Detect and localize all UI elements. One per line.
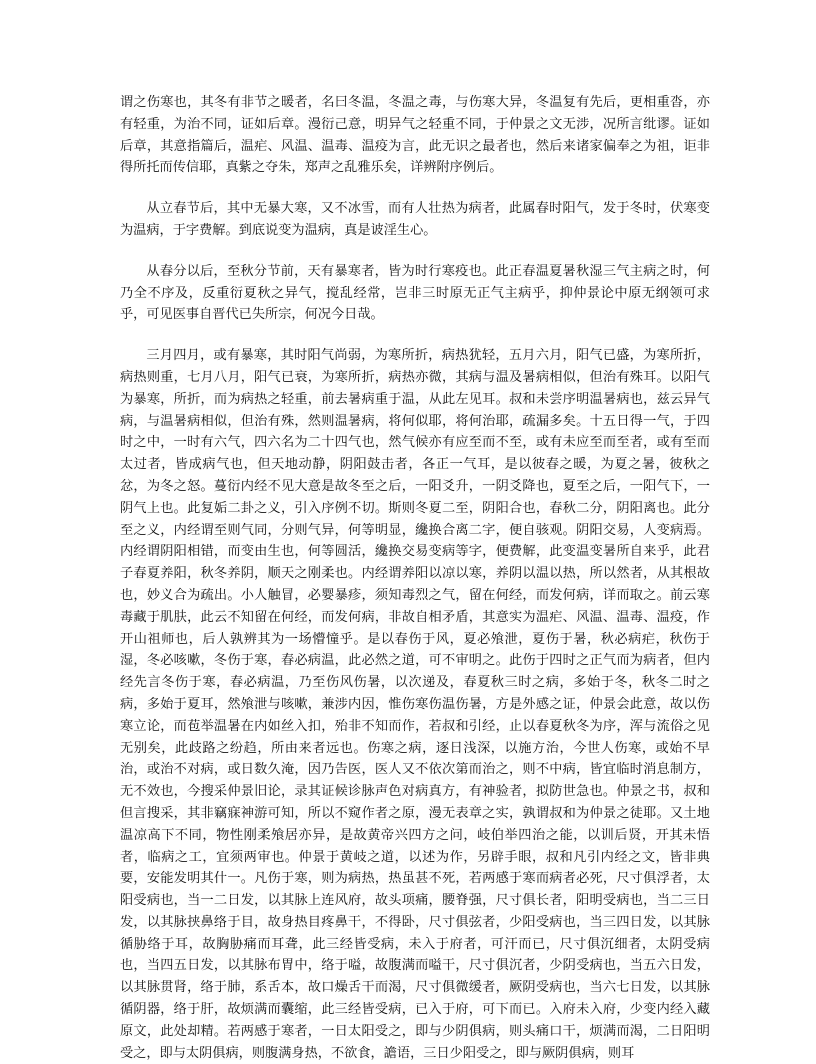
paragraph-winter-warmth: 谓之伤寒也，其冬有非节之暖者，名曰冬温，冬温之毒，与伤寒大异，冬温复有先后，更相重沓，亦有轻重，为治不同，证如后章。漫衍己意，明异气之轻重不同，于仲景之文无涉，况所言纰谬。证如后章，其意指篇后，温疟、风温、温毒、温疫为言，此无识之最者也，然后来诸家偏奉之为祖，讵非得所托而传信耶，真紫之夺朱，郑声之乱雅乐矣，详辨附序例后。 (120, 95, 710, 176)
paragraph-spring-warm-disease: 从立春节后，其中无暴大寒，又不冰雪，而有人壮热为病者，此属春时阳气，发于冬时，伏寒变为温病，于字费解。到底说变为温病，真是诐淫生心。 (120, 201, 710, 238)
paragraph-cold-damage-discussion: 三月四月，或有暴寒，其时阳气尚弱，为寒所折，病热犹轻，五月六月，阳气已盛，为寒所折，病热则重，七月八月，阳气已衰，为寒所折，病热亦微，其病与温及暑病相似，但治有殊耳。以阳气为暴寒，所折，而为病热之轻重，前去暑病重于温，从此左见耳。叔和未尝序明温暑病也，兹云异气病，与温暑病相似，但治有殊，然则温暑病，将何似耶，将何治耶，疏漏多矣。十五日得一气，于四时之中，一时有六气，四六名为二十四气也，然气候亦有应至而不至，或有未应至而至者，或有至而太过者，皆成病气也，但天地动静，阴阳鼓击者，各正一气耳，是以彼春之暖，为夏之暑，彼秋之忿，为冬之怒。蔓衍内经不见大意是故冬至之后，一阳爻升，一阴爻降也，夏至之后，一阳气下，一阴气上也。此复姤二卦之义，引入序例不切。斯则冬夏二至，阴阳合也，春秋二分，阴阳离也。此分至之义，内经谓至则气同，分则气异，何等明显，纔换合离二字，便自骇观。阴阳交易，人变病焉。内经谓阴阳相错，而变由生也，何等圆活，纔换交易变病等字，便费解，此变温变暑所自来乎，此君子春夏养阳，秋冬养阴，顺天之刚柔也。内经谓养阳以凉以寒，养阴以温以热，所以然者，从其根故也，妙义合为疏出。小人触冒，必婴暴疹，须知毒烈之气，留在何经，而发何病，详而取之。前云寒毒藏于肌肤，此云不知留在何经，而发何病，非故自相矛盾，其意实为温疟、风温、温毒、温疫，作开山祖师也，后人孰辨其为一场懵憧乎。是以春伤于风，夏必飧泄，夏伤于暑，秋必病疟，秋伤于湿，冬必咳嗽，冬伤于寒，春必病温，此必然之道，可不审明之。此伤于四时之正气而为病者，但内经先言冬伤于寒，春必病温，乃至伤风伤暑，以次递及，春夏秋三时之病，多始于冬，秋冬二时之病，多始于夏耳，然飧泄与咳嗽，兼涉内因，惟伤寒伤温伤暑，方是外感之证，仲景会此意，故以伤寒立论，而苞举温暑在内如丝入扣，殆非不知而作，若叔和引经，止以春夏秋冬为序，浑与流俗之见无别矣，此歧路之纷趋，所由来者远也。伤寒之病，逐日浅深，以施方治，今世人伤寒，或始不早治，或治不对病，或日数久淹，因乃告医，医人又不依次第而治之，则不中病，皆宜临时消息制方，无不效也，今搜采仲景旧论，录其证候诊脉声色对病真方，有神验者，拟防世急也。仲景之书，叔和但言搜采，其非竊寐神游可知，所以不窥作者之原，漫无表章之实，孰谓叔和为仲景之徒耶。又土地温凉高下不同，物性刚柔飧居亦异，是故黄帝兴四方之问，岐伯举四治之能，以训后贤，开其未悟者，临病之工，宜须两审也。仲景于黄岐之道，以述为作，另辟手眼，叔和凡引内经之文，皆非典要，安能发明其什一。凡伤于寒，则为病热，热虽甚不死，若两感于寒而病者必死，尺寸俱浮者，太阳受病也，当一二日发，以其脉上连风府，故头项痛，腰脊强，尺寸俱长者，阳明受病也，当二三日发，以其脉挟鼻络于目，故身热目疼鼻干，不得卧，尺寸俱弦者，少阳受病也，当三四日发，以其脉循胁络于耳，故胸胁痛而耳聋，此三经皆受病，未入于府者，可汗而已，尺寸俱沉细者，太阴受病也，当四五日发，以其脉布胃中，络于嗌，故腹满而嗌干，尺寸俱沉者，少阴受病也，当五六日发，以其脉贯肾，络于肺，系舌本，故口燥舌干而渴，尺寸俱微缓者，厥阴受病也，当六七日发，以其脉循阴器，络于肝，故烦满而囊缩，此三经皆受病，已入于府，可下而已。入府未入府，少变内经入藏原文，此处却精。若两感于寒者，一日太阳受之，即与少阴俱病，则头痛口干，烦满而渴，二日阳明受之，即与太阴俱病，则腹满身热，不欲食，譫语，三日少阳受之，即与厥阴俱病，则耳 (120, 348, 710, 1061)
paragraph-seasonal-cold-epidemic: 从春分以后，至秋分节前，天有暴寒者，皆为时行寒疫也。此正春温夏暑秋湿三气主病之时，何乃全不序及，反重衍夏秋之异气，搅乱经常，岂非三时原无正气主病乎，抑仲景论中原无纲领可求乎，可见医事自晋代已失所宗，何况今日哉。 (120, 263, 710, 323)
